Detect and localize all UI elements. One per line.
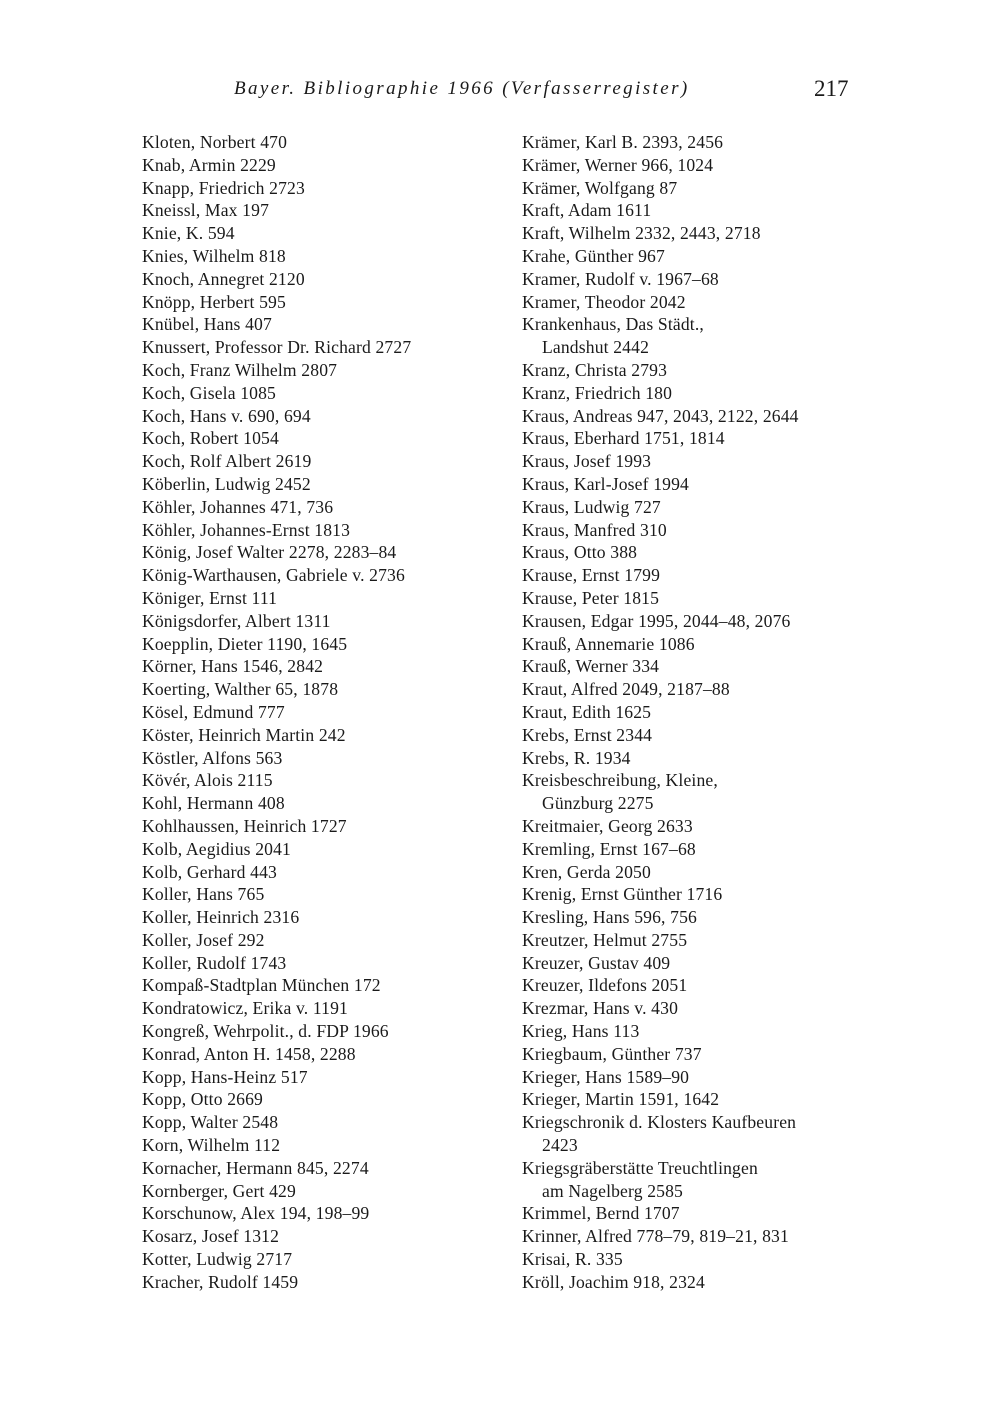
index-entry-text: Krimmel, Bernd 1707 bbox=[522, 1203, 680, 1224]
index-entry bbox=[522, 473, 862, 496]
index-entry: Kotter, Ludwig 2717 bbox=[142, 1249, 293, 1270]
index-entry bbox=[522, 450, 862, 473]
index-entry-text: Kraft, Wilhelm 2332, 2443, 2718 bbox=[522, 223, 761, 244]
index-entry-text: Kraus, Otto 388 bbox=[522, 542, 638, 563]
index-entry: Kompaß-Stadtplan München 172 bbox=[142, 975, 381, 996]
index-entry: Knöpp, Herbert 595 bbox=[142, 291, 286, 312]
index-entry-text: Kriegschronik d. Klosters Kaufbeuren bbox=[522, 1112, 797, 1133]
index-entry: Koller, Heinrich 2316 bbox=[142, 907, 300, 928]
index-entry bbox=[522, 610, 862, 633]
index-entry-text: Krahe, Günther 967 bbox=[522, 245, 665, 266]
index-entry: Kornberger, Gert 429 bbox=[142, 1180, 296, 1201]
index-entry-text: Kraus, Ludwig 727 bbox=[522, 496, 661, 517]
index-entry: Koch, Hans v. 690, 694 bbox=[142, 405, 311, 426]
index-entry: König, Josef Walter 2278, 2283–84 bbox=[142, 542, 397, 563]
index-entry: Kohlhaussen, Heinrich 1727 bbox=[142, 815, 347, 836]
index-entry bbox=[522, 701, 862, 724]
index-entry: Kösel, Edmund 777 bbox=[142, 701, 285, 722]
index-entry: Kopp, Walter 2548 bbox=[142, 1112, 279, 1133]
index-entry bbox=[522, 587, 862, 610]
index-entry: Kopp, Hans-Heinz 517 bbox=[142, 1066, 308, 1087]
index-entry-text: Krankenhaus, Das Städt., bbox=[522, 314, 704, 335]
index-entry-text: Krämer, Wolfgang 87 bbox=[522, 177, 678, 198]
index-entry: Knoch, Annegret 2120 bbox=[142, 268, 305, 289]
index-entry-text: Kresling, Hans 596, 756 bbox=[522, 907, 697, 928]
index-entry: Kövér, Alois 2115 bbox=[142, 770, 273, 791]
index-entry bbox=[522, 1066, 862, 1089]
index-entry: Koch, Rolf Albert 2619 bbox=[142, 451, 312, 472]
index-entry-text: Kranz, Friedrich 180 bbox=[522, 382, 673, 403]
index-entry bbox=[522, 1202, 862, 1225]
index-entry: Knussert, Professor Dr. Richard 2727 bbox=[142, 337, 412, 358]
index-entry: Korschunow, Alex 194, 198–99 bbox=[142, 1203, 370, 1224]
index-entry bbox=[522, 1088, 862, 1111]
index-entry: Knie, K. 594 bbox=[142, 223, 235, 244]
index-entry bbox=[522, 815, 862, 838]
index-entry: Koch, Franz Wilhelm 2807 bbox=[142, 359, 338, 380]
index-entry: Koerting, Walther 65, 1878 bbox=[142, 679, 339, 700]
index-entry: Knübel, Hans 407 bbox=[142, 314, 272, 335]
index-entry bbox=[522, 974, 862, 997]
index-entry-text: Krämer, Karl B. 2393, 2456 bbox=[522, 132, 724, 152]
index-entry bbox=[522, 222, 862, 245]
index-entry bbox=[522, 883, 862, 906]
index-entry: Koller, Rudolf 1743 bbox=[142, 952, 287, 973]
index-entry: Koller, Josef 292 bbox=[142, 929, 265, 950]
page-header bbox=[0, 76, 1000, 108]
index-entry bbox=[522, 1271, 862, 1294]
index-entry-text: Krieg, Hans 113 bbox=[522, 1021, 640, 1042]
index-entry bbox=[522, 154, 862, 177]
index-entry: Kornacher, Hermann 845, 2274 bbox=[142, 1157, 369, 1178]
index-entry bbox=[522, 359, 862, 382]
index-entry bbox=[522, 1225, 862, 1248]
index-entry bbox=[522, 906, 862, 929]
index-column-right bbox=[522, 131, 862, 1294]
index-entry bbox=[522, 313, 862, 359]
index-entry-continuation: am Nagelberg 2585 bbox=[542, 1180, 683, 1201]
index-entry bbox=[522, 1157, 862, 1203]
index-entry-text: Krinner, Alfred 778–79, 819–21, 831 bbox=[522, 1226, 789, 1247]
index-entry: Konrad, Anton H. 1458, 2288 bbox=[142, 1043, 356, 1064]
index-entry bbox=[522, 861, 862, 884]
index-entry bbox=[522, 1020, 862, 1043]
index-entry-text: Kreitmaier, Georg 2633 bbox=[522, 815, 693, 836]
index-entry bbox=[522, 633, 862, 656]
index-entry-text: Kraus, Josef 1993 bbox=[522, 451, 652, 472]
index-entry: Kopp, Otto 2669 bbox=[142, 1089, 264, 1110]
index-entry bbox=[522, 1043, 862, 1066]
index-entry-text: Kriegbaum, Günther 737 bbox=[522, 1043, 702, 1064]
index-entry-text: Kraut, Edith 1625 bbox=[522, 701, 652, 722]
index-entry: Koch, Gisela 1085 bbox=[142, 382, 276, 403]
index-entry-text: Kremling, Ernst 167–68 bbox=[522, 838, 696, 859]
index-entry: Köhler, Johannes-Ernst 1813 bbox=[142, 519, 351, 540]
index-entry: Knies, Wilhelm 818 bbox=[142, 245, 286, 266]
index-entry-text: Krieger, Hans 1589–90 bbox=[522, 1066, 690, 1087]
index-entry-text: Kramer, Rudolf v. 1967–68 bbox=[522, 268, 719, 289]
index-entry bbox=[522, 382, 862, 405]
index-entry: König-Warthausen, Gabriele v. 2736 bbox=[142, 565, 405, 586]
index-entry: Köster, Heinrich Martin 242 bbox=[142, 724, 346, 745]
index-entry: Kondratowicz, Erika v. 1191 bbox=[142, 998, 348, 1019]
index-entry-text: Kraus, Andreas 947, 2043, 2122, 2644 bbox=[522, 405, 799, 426]
index-entry-text: Kreutzer, Helmut 2755 bbox=[522, 929, 688, 950]
index-entry: Köhler, Johannes 471, 736 bbox=[142, 496, 334, 517]
index-entry-text: Kren, Gerda 2050 bbox=[522, 861, 651, 882]
index-column-left bbox=[142, 131, 502, 1294]
index-entry bbox=[522, 929, 862, 952]
index-entry-text: Kraus, Karl-Josef 1994 bbox=[522, 473, 689, 494]
index-entry-continuation: Landshut 2442 bbox=[542, 337, 650, 358]
index-entry: Koch, Robert 1054 bbox=[142, 428, 279, 449]
index-entry: Koepplin, Dieter 1190, 1645 bbox=[142, 633, 348, 654]
index-entry-text: Kranz, Christa 2793 bbox=[522, 359, 668, 380]
index-entry bbox=[522, 564, 862, 587]
index-entry bbox=[522, 769, 862, 815]
index-entry: Kolb, Gerhard 443 bbox=[142, 861, 277, 882]
index-entry bbox=[522, 177, 862, 200]
running-title: Bayer. Bibliographie 1966 (Verfasserregister) bbox=[234, 78, 690, 99]
index-entry-text: Krauß, Annemarie 1086 bbox=[522, 633, 695, 654]
index-entry: Kolb, Aegidius 2041 bbox=[142, 838, 291, 859]
index-entry: Köberlin, Ludwig 2452 bbox=[142, 473, 311, 494]
index-entry-text: Krebs, R. 1934 bbox=[522, 747, 631, 768]
index-entry-text: Kreuzer, Ildefons 2051 bbox=[522, 975, 688, 996]
index-entry bbox=[522, 519, 862, 542]
index-entry-continuation: Günzburg 2275 bbox=[542, 793, 654, 814]
index-entry bbox=[522, 997, 862, 1020]
index-entry bbox=[522, 245, 862, 268]
index-entry-text: Krebs, Ernst 2344 bbox=[522, 724, 653, 745]
index-entry-text: Kreuzer, Gustav 409 bbox=[522, 952, 671, 973]
index-entry-text: Krämer, Werner 966, 1024 bbox=[522, 154, 714, 175]
index-entry: Kongreß, Wehrpolit., d. FDP 1966 bbox=[142, 1021, 389, 1042]
index-entry: Kohl, Hermann 408 bbox=[142, 793, 285, 814]
index-entry-text: Kraus, Eberhard 1751, 1814 bbox=[522, 428, 725, 449]
index-entry-text: Krause, Ernst 1799 bbox=[522, 565, 661, 586]
index-entry bbox=[522, 496, 862, 519]
index-entry: Köstler, Alfons 563 bbox=[142, 747, 283, 768]
index-entry: Knapp, Friedrich 2723 bbox=[142, 177, 305, 198]
index-entry: Kneissl, Max 197 bbox=[142, 200, 270, 221]
index-entry bbox=[522, 952, 862, 975]
index-entry bbox=[522, 541, 862, 564]
index-entry-text: Kramer, Theodor 2042 bbox=[522, 291, 686, 312]
index-entry-text: Krezmar, Hans v. 430 bbox=[522, 998, 679, 1019]
index-entry bbox=[522, 655, 862, 678]
index-entry: Königsdorfer, Albert 1311 bbox=[142, 610, 331, 631]
index-entry-text: Kreisbeschreibung, Kleine, bbox=[522, 770, 718, 791]
index-entry-text: Kraft, Adam 1611 bbox=[522, 200, 652, 221]
index-entry bbox=[522, 405, 862, 428]
index-entry bbox=[522, 131, 862, 154]
index-entry-text: Krause, Peter 1815 bbox=[522, 587, 660, 608]
index-entry: Koller, Hans 765 bbox=[142, 884, 265, 905]
index-entry bbox=[522, 268, 862, 291]
index-entry bbox=[522, 199, 862, 222]
index-entry-text: Krenig, Ernst Günther 1716 bbox=[522, 884, 723, 905]
index-entry-text: Krisai, R. 335 bbox=[522, 1249, 623, 1270]
index-entry-text: Kröll, Joachim 918, 2324 bbox=[522, 1271, 705, 1292]
index-entry-text: Krieger, Martin 1591, 1642 bbox=[522, 1089, 720, 1110]
index-entry: Königer, Ernst 111 bbox=[142, 587, 278, 608]
index-entry-continuation: 2423 bbox=[542, 1135, 578, 1156]
index-entry bbox=[522, 1248, 862, 1271]
index-entry: Körner, Hans 1546, 2842 bbox=[142, 656, 324, 677]
index-entry-text: Kraut, Alfred 2049, 2187–88 bbox=[522, 679, 730, 700]
index-entry bbox=[522, 747, 862, 770]
index-entry: Korn, Wilhelm 112 bbox=[142, 1135, 281, 1156]
index-entry bbox=[522, 1111, 862, 1157]
index-entry-text: Kriegsgräberstätte Treuchtlingen bbox=[522, 1157, 758, 1178]
index-entry: Knab, Armin 2229 bbox=[142, 154, 276, 175]
index-entry bbox=[522, 724, 862, 747]
index-entry bbox=[522, 678, 862, 701]
index-entry-text: Kraus, Manfred 310 bbox=[522, 519, 667, 540]
index-entry bbox=[522, 291, 862, 314]
index-entry bbox=[522, 838, 862, 861]
page-number: 217 bbox=[814, 76, 849, 101]
index-entry: Kracher, Rudolf 1459 bbox=[142, 1271, 299, 1292]
index-entry: Kosarz, Josef 1312 bbox=[142, 1226, 280, 1247]
index-entry: Kloten, Norbert 470 bbox=[142, 132, 288, 152]
index-entry-text: Krauß, Werner 334 bbox=[522, 656, 660, 677]
index-entry-text: Krausen, Edgar 1995, 2044–48, 2076 bbox=[522, 610, 791, 631]
index-entry bbox=[522, 427, 862, 450]
